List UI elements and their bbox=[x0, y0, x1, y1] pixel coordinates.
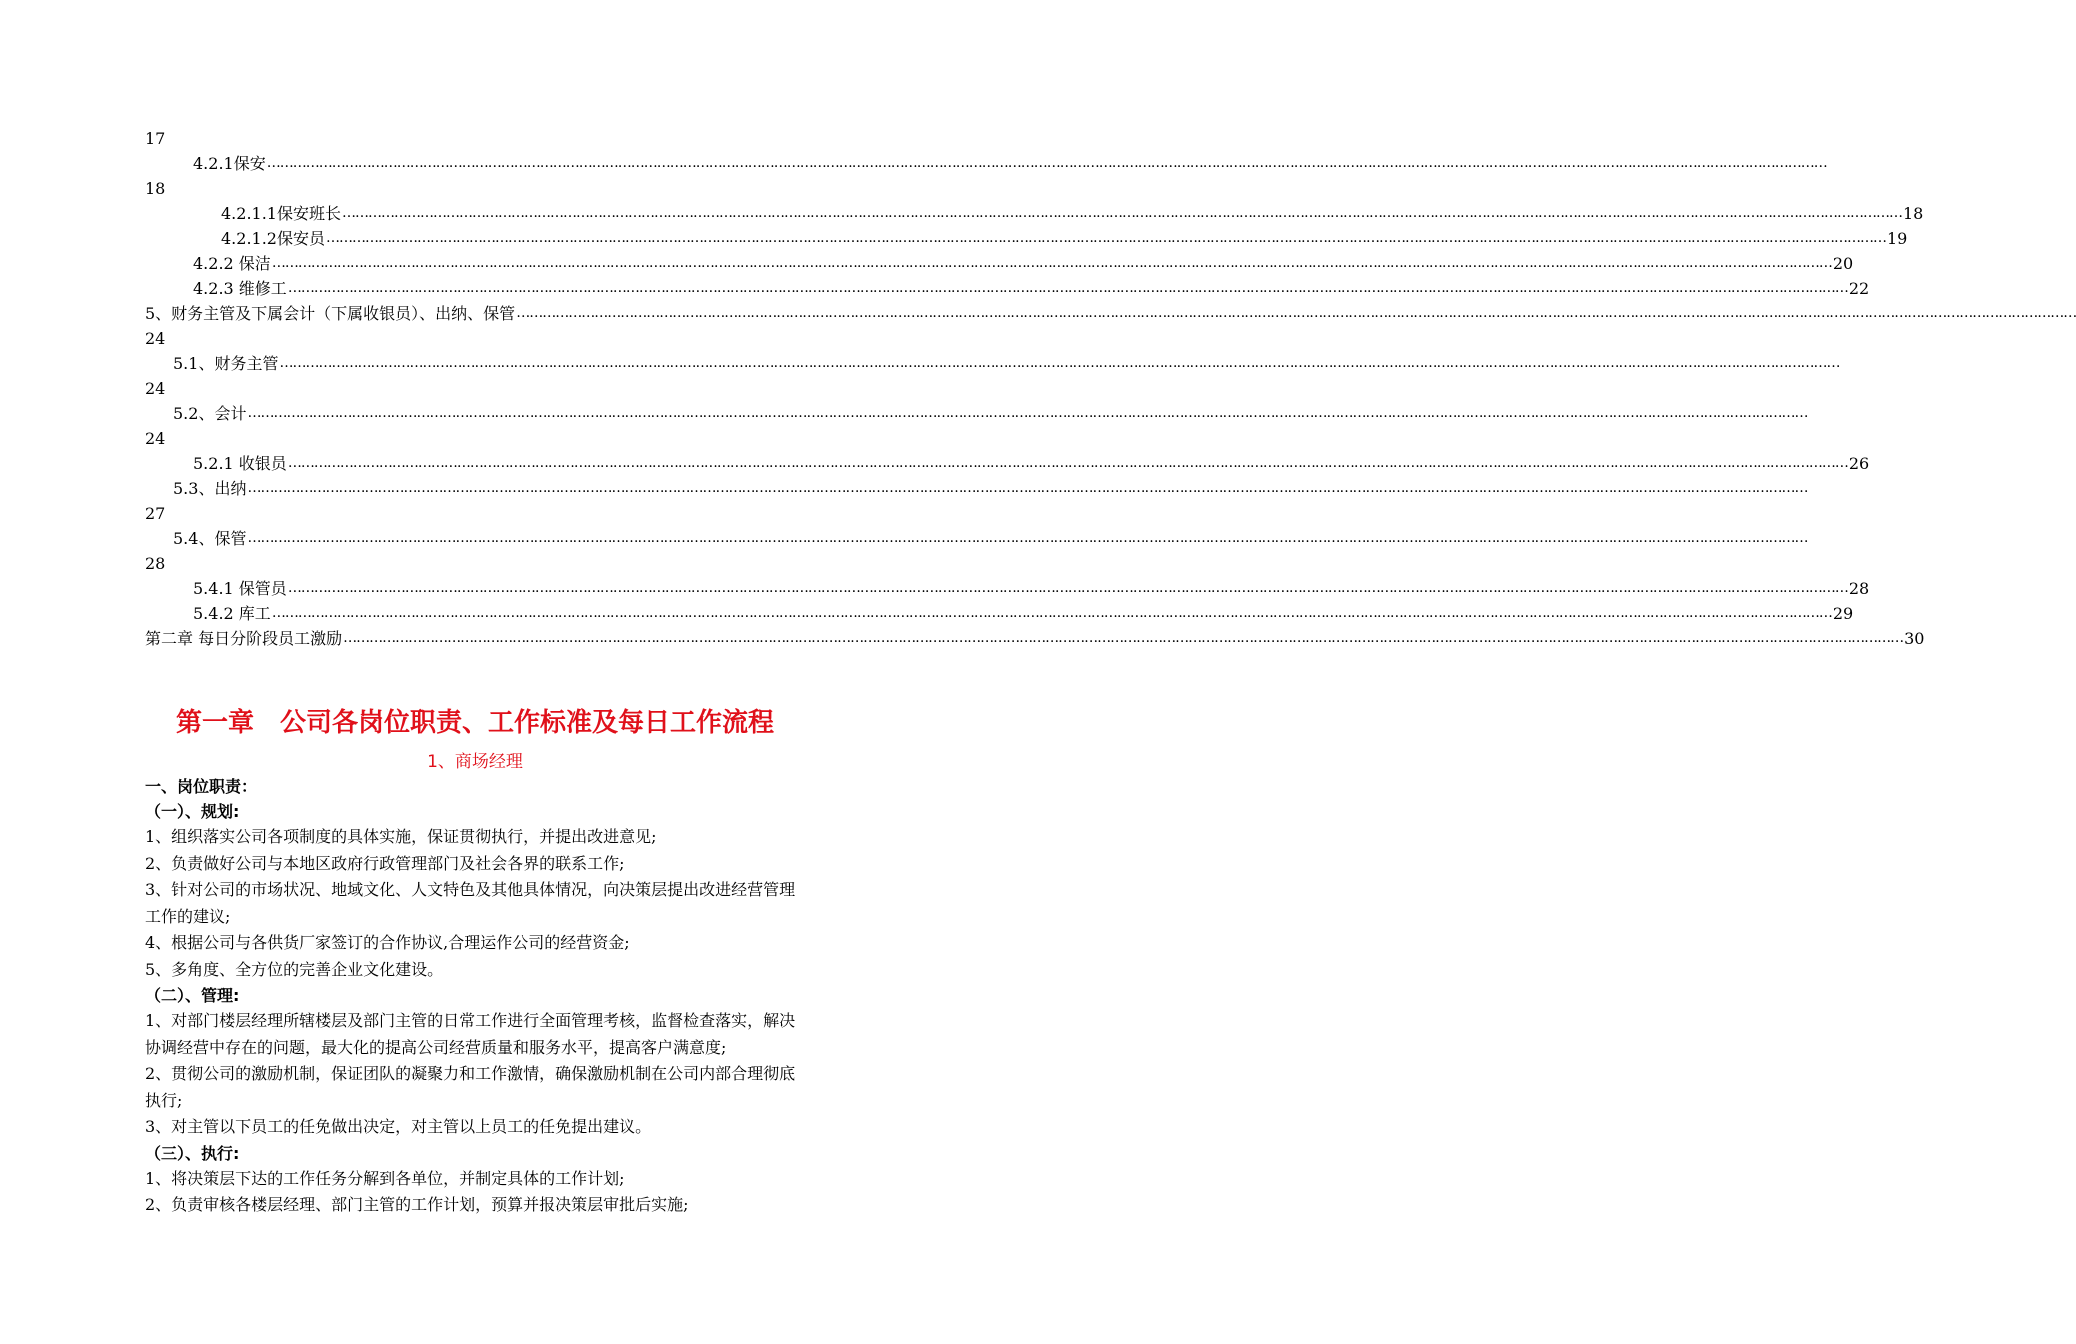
toc-entry-page: 30 bbox=[1904, 629, 1925, 648]
toc-entry-page: 28 bbox=[145, 554, 166, 573]
toc-entry-page: 18 bbox=[145, 179, 166, 198]
document-body bbox=[145, 774, 810, 1219]
list-item: 2、贯彻公司的激励机制，保证团队的凝聚力和工作激情，确保激励机制在公司内部合理彻底执行; bbox=[145, 1064, 796, 1110]
toc-page-number: 17 bbox=[145, 129, 166, 148]
toc-entry-label: 第二章 每日分阶段员工激励 bbox=[145, 629, 343, 648]
toc-entry[interactable] bbox=[145, 451, 1870, 476]
toc-entry[interactable] bbox=[145, 601, 1854, 626]
toc-entry[interactable] bbox=[145, 226, 1908, 251]
list-item: 3、对主管以下员工的任免做出决定，对主管以上员工的任免提出建议。 bbox=[145, 1117, 652, 1136]
toc-entry-page: 19 bbox=[1886, 229, 1908, 248]
toc-entry-page: 24 bbox=[145, 429, 166, 448]
toc-entry-label: 5、财务主管及下属会计（下属收银员）、出纳、保管 bbox=[145, 304, 516, 323]
toc-entry-label: 4.2.1保安 bbox=[193, 154, 266, 173]
toc-entry-page: 28 bbox=[1848, 579, 1870, 598]
toc-entry-page: 24 bbox=[145, 329, 166, 348]
toc-entry[interactable] bbox=[145, 626, 1925, 651]
list-item: 2、负责做好公司与本地区政府行政管理部门及社会各界的联系工作; bbox=[145, 853, 625, 873]
duty-heading: 一、岗位职责： bbox=[145, 777, 258, 796]
toc-entry-label: 4.2.1.1保安班长 bbox=[221, 204, 341, 223]
toc-leader-dots: ……………………………………………………………………………………………………………………………………………………………………………………………………………………………………………………………………………………………………………………………… bbox=[271, 605, 1832, 621]
list-item: 3、针对公司的市场状况、地域文化、人文特色及其他具体情况，向决策层提出改进经营管理工作的建议; bbox=[145, 880, 796, 926]
subheading-execution: （三）、执行: bbox=[145, 1143, 240, 1163]
list-item: 1、对部门楼层经理所辖楼层及部门主管的日常工作进行全面管理考核，监督检查落实，解决协调经营中存在的问题，最大化的提高公司经营质量和服务水平，提高客户满意度; bbox=[145, 1011, 796, 1057]
toc-entries bbox=[145, 151, 2076, 651]
toc-entry-page: 18 bbox=[1902, 204, 1924, 223]
toc-leader-dots: ……………………………………………………………………………………………………………………………………………………………………………………………………………………………………………………………………………………………………………………………… bbox=[247, 405, 1808, 421]
toc-entry[interactable] bbox=[145, 301, 2076, 326]
toc-entry[interactable] bbox=[145, 401, 1808, 426]
list-item: 1、将决策层下达的工作任务分解到各单位，并制定具体的工作计划; bbox=[145, 1168, 625, 1188]
toc-entry-label: 5.2.1 收银员 bbox=[193, 454, 287, 473]
toc-entry-page: 22 bbox=[1848, 279, 1870, 298]
toc-entry-label: 5.2、会计 bbox=[173, 404, 247, 423]
toc-leader-dots: ……………………………………………………………………………………………………………………………………………………………………………………………………………………………………………………………………………………………………………………………… bbox=[287, 280, 1848, 296]
toc-entry[interactable] bbox=[145, 151, 1827, 176]
toc-entry[interactable] bbox=[145, 201, 1924, 226]
subheading-planning: （一）、规划: bbox=[145, 802, 240, 821]
toc-entry-page: 26 bbox=[1848, 454, 1870, 473]
toc-entry-page: 27 bbox=[145, 504, 166, 523]
list-item: 4、根据公司与各供货厂家签订的合作协议,合理运作公司的经营资金; bbox=[145, 933, 630, 952]
toc-entry[interactable] bbox=[145, 251, 1854, 276]
toc-leader-dots: ……………………………………………………………………………………………………………………………………………………………………………………………………………………………………………………………………………………………………………………………… bbox=[266, 155, 1827, 171]
toc-leader-dots: ……………………………………………………………………………………………………………………………………………………………………………………………………………………………………………………………………………………………………………………………… bbox=[516, 305, 2076, 321]
toc-leader-dots: ……………………………………………………………………………………………………………………………………………………………………………………………………………………………………………………………………………………………………………………………… bbox=[341, 205, 1902, 221]
toc-entry-label: 5.4.2 库工 bbox=[193, 604, 271, 623]
toc-leader-dots: ……………………………………………………………………………………………………………………………………………………………………………………………………………………………………………………………………………………………………………………………… bbox=[343, 630, 1904, 646]
toc-entry-label: 5.1、财务主管 bbox=[173, 354, 279, 373]
toc-entry-label: 4.2.1.2保安员 bbox=[221, 229, 325, 248]
chapter-title: 第一章 公司各岗位职责、工作标准及每日工作流程 bbox=[175, 708, 774, 738]
toc-entry-page: 29 bbox=[1832, 604, 1854, 623]
toc-leader-dots: ……………………………………………………………………………………………………………………………………………………………………………………………………………………………………………………………………………………………………………………………… bbox=[325, 230, 1886, 246]
list-item: 5、多角度、全方位的完善企业文化建设。 bbox=[145, 959, 444, 979]
toc-leader-dots: ……………………………………………………………………………………………………………………………………………………………………………………………………………………………………………………………………………………………………………………………… bbox=[271, 255, 1832, 271]
toc-leader-dots: ……………………………………………………………………………………………………………………………………………………………………………………………………………………………………………………………………………………………………………………………… bbox=[247, 530, 1808, 546]
toc-entry-label: 4.2.3 维修工 bbox=[193, 279, 287, 298]
toc-leader-dots: ……………………………………………………………………………………………………………………………………………………………………………………………………………………………………………………………………………………………………………………………… bbox=[247, 480, 1808, 496]
toc-entry-label: 5.4、保管 bbox=[173, 529, 247, 548]
toc-entry[interactable] bbox=[145, 526, 1808, 551]
toc-entry-label: 4.2.2 保洁 bbox=[193, 254, 271, 273]
toc-entry[interactable] bbox=[145, 276, 1870, 301]
toc-leader-dots: ……………………………………………………………………………………………………………………………………………………………………………………………………………………………………………………………………………………………………………………………… bbox=[287, 455, 1848, 471]
toc-entry-page: 24 bbox=[145, 379, 166, 398]
list-item: 1、组织落实公司各项制度的具体实施，保证贯彻执行，并提出改进意见; bbox=[145, 827, 657, 846]
toc-leader-dots: ……………………………………………………………………………………………………………………………………………………………………………………………………………………………………………………………………………………………………………………………… bbox=[279, 355, 1840, 371]
toc-leader-dots: ……………………………………………………………………………………………………………………………………………………………………………………………………………………………………………………………………………………………………………………………… bbox=[287, 580, 1848, 596]
toc-entry[interactable] bbox=[145, 576, 1870, 601]
subheading-management: （二）、管理: bbox=[145, 986, 240, 1005]
toc-entry[interactable] bbox=[145, 351, 1840, 376]
toc-entry-label: 5.3、出纳 bbox=[173, 479, 247, 498]
list-item: 2、负责审核各楼层经理、部门主管的工作计划，预算并报决策层审批后实施; bbox=[145, 1195, 689, 1214]
toc-entry-page: 20 bbox=[1832, 254, 1854, 273]
toc-entry[interactable] bbox=[145, 476, 1808, 501]
toc-entry-label: 5.4.1 保管员 bbox=[193, 579, 287, 598]
table-of-contents bbox=[145, 126, 2076, 651]
section-title: 1、商场经理 bbox=[427, 752, 523, 772]
